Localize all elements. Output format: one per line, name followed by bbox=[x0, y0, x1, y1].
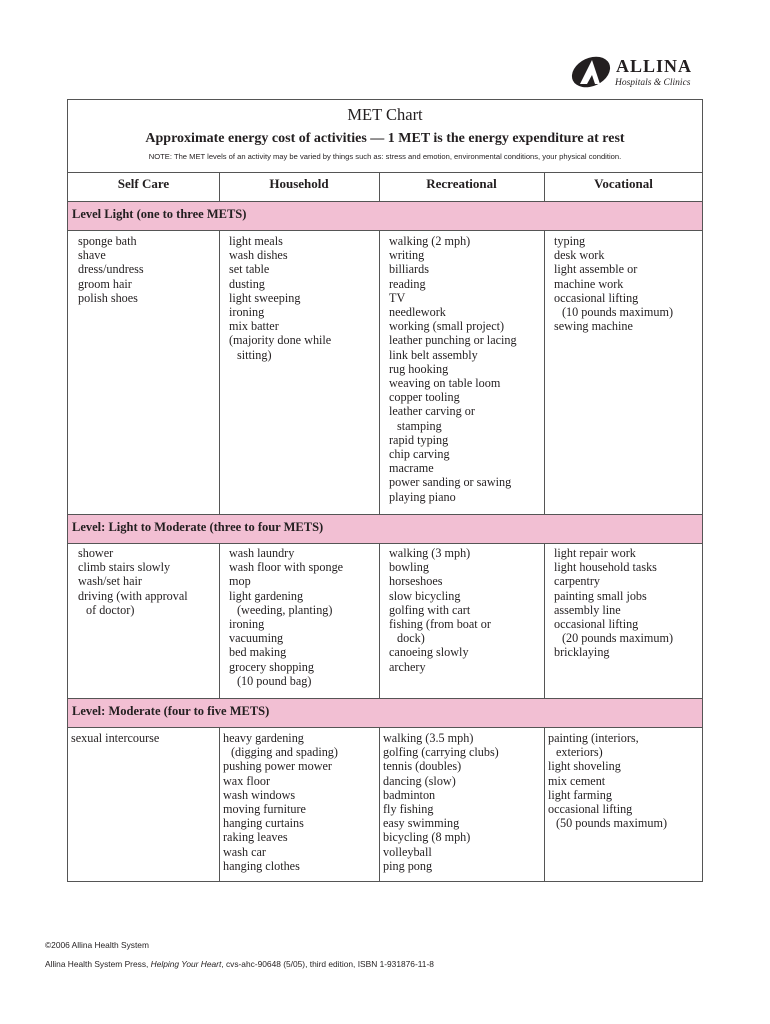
activity-item: ping pong bbox=[383, 858, 433, 873]
activity-item: set table bbox=[229, 262, 270, 277]
level-label: Level: Light to Moderate (three to four METS) bbox=[72, 520, 324, 534]
logo-name: ALLINA bbox=[616, 56, 693, 76]
citation-title: Helping Your Heart bbox=[150, 959, 222, 969]
divider bbox=[219, 727, 220, 882]
activity-item: mix batter bbox=[229, 319, 279, 334]
copyright: ©2006 Allina Health System bbox=[45, 940, 149, 950]
activity-item: (digging and spading) bbox=[231, 745, 338, 760]
activity-item: shave bbox=[78, 248, 106, 263]
activity-item: hanging curtains bbox=[223, 816, 304, 831]
divider bbox=[219, 230, 220, 514]
activity-item: golfing (carrying clubs) bbox=[383, 745, 499, 760]
activity-item: horseshoes bbox=[389, 574, 443, 589]
activity-item: light assemble or bbox=[554, 262, 638, 277]
activity-item: wash dishes bbox=[229, 248, 288, 263]
activity-item: driving (with approval bbox=[78, 588, 188, 603]
activity-item: occasional lifting bbox=[548, 802, 633, 817]
activity-list-recreational bbox=[389, 234, 517, 504]
activity-item: fly fishing bbox=[383, 802, 434, 817]
activity-item: playing piano bbox=[389, 489, 456, 504]
activity-item: carpentry bbox=[554, 574, 601, 589]
divider bbox=[379, 230, 380, 514]
divider bbox=[67, 172, 703, 173]
activity-item: leather punching or lacing bbox=[389, 333, 517, 348]
column-header-self-care: Self Care bbox=[117, 176, 170, 191]
activity-item: wash floor with sponge bbox=[229, 560, 344, 575]
activity-item: stamping bbox=[397, 418, 442, 433]
activity-item: volleyball bbox=[383, 844, 432, 859]
activity-item: dancing (slow) bbox=[383, 773, 456, 788]
activity-item: vacuuming bbox=[229, 631, 284, 646]
divider bbox=[544, 727, 545, 882]
activity-item: occasional lifting bbox=[554, 617, 639, 632]
divider bbox=[67, 727, 703, 728]
activity-list-household bbox=[229, 234, 331, 362]
activity-item: billiards bbox=[389, 262, 429, 277]
activity-item: occasional lifting bbox=[554, 290, 639, 305]
level-band bbox=[68, 202, 702, 230]
page-title: MET Chart bbox=[347, 105, 423, 124]
activity-item: of doctor) bbox=[86, 602, 135, 617]
activity-item: slow bicycling bbox=[389, 588, 461, 603]
activity-item: light gardening bbox=[229, 588, 304, 603]
column-header-household: Household bbox=[269, 176, 329, 191]
activity-item: climb stairs slowly bbox=[78, 560, 171, 575]
activity-item: grocery shopping bbox=[229, 659, 314, 674]
activity-item: dress/undress bbox=[78, 262, 144, 277]
activity-item: wash/set hair bbox=[78, 574, 142, 589]
activity-item: macrame bbox=[389, 461, 434, 476]
allina-logo bbox=[570, 52, 710, 92]
activity-item: typing bbox=[554, 234, 586, 248]
activity-item: heavy gardening bbox=[223, 731, 304, 745]
activity-list-self-care bbox=[78, 234, 144, 305]
activity-item: sexual intercourse bbox=[71, 731, 160, 745]
activity-item: wash windows bbox=[223, 787, 296, 802]
column-header-vocational: Vocational bbox=[594, 176, 653, 191]
activity-item: rug hooking bbox=[389, 361, 449, 376]
citation-prefix: Allina Health System Press, bbox=[45, 959, 151, 969]
activity-list-vocational bbox=[554, 234, 673, 333]
activity-item: painting (interiors, bbox=[548, 731, 639, 745]
activity-list-self-care bbox=[71, 731, 159, 745]
activity-list-vocational bbox=[554, 546, 673, 660]
activity-list-household bbox=[223, 731, 338, 873]
activity-item: pushing power mower bbox=[223, 759, 332, 774]
activity-item: machine work bbox=[554, 276, 624, 291]
activity-item: leather carving or bbox=[389, 404, 475, 419]
activity-item: polish shoes bbox=[78, 290, 138, 305]
activity-item: needlework bbox=[389, 305, 446, 320]
activity-list-recreational bbox=[389, 546, 491, 674]
note-text: NOTE: The MET levels of an activity may be varied by things such as: stress and emotion, environmental conditions, your physical condition. bbox=[148, 152, 622, 161]
activity-item: bowling bbox=[389, 560, 429, 575]
allina-logo-icon bbox=[570, 54, 612, 90]
citation bbox=[45, 959, 434, 969]
page-subtitle: Approximate energy cost of activities — 1 MET is the energy expenditure at rest bbox=[145, 131, 625, 146]
activity-item: light sweeping bbox=[229, 290, 301, 305]
activity-item: walking (3.5 mph) bbox=[383, 731, 474, 745]
citation-suffix: , cvs-ahc-90648 (5/05), third edition, ISBN 1-931876-11-8 bbox=[221, 959, 434, 969]
divider bbox=[379, 543, 380, 698]
activity-item: walking (3 mph) bbox=[389, 546, 471, 560]
divider bbox=[544, 543, 545, 698]
level-band bbox=[68, 515, 702, 543]
activity-item: painting small jobs bbox=[554, 588, 647, 603]
activity-item: working (small project) bbox=[389, 319, 505, 334]
activity-item: power sanding or sawing bbox=[389, 475, 512, 490]
activity-item: (10 pounds maximum) bbox=[562, 305, 674, 320]
level-band bbox=[68, 699, 702, 727]
activity-item: light meals bbox=[229, 234, 283, 248]
activity-item: wax floor bbox=[223, 773, 271, 788]
activity-item: (10 pound bag) bbox=[237, 673, 312, 688]
activity-list-household bbox=[229, 546, 343, 688]
activity-item: wash car bbox=[223, 844, 266, 859]
activity-item: rapid typing bbox=[389, 432, 449, 447]
divider bbox=[219, 543, 220, 698]
activity-item: light shoveling bbox=[548, 759, 621, 774]
activity-item: tennis (doubles) bbox=[383, 759, 462, 774]
activity-item: assembly line bbox=[554, 602, 621, 617]
activity-item: archery bbox=[389, 659, 426, 674]
activity-item: mop bbox=[229, 574, 251, 589]
activity-item: copper tooling bbox=[389, 390, 460, 405]
activity-item: walking (2 mph) bbox=[389, 234, 471, 248]
activity-list-self-care bbox=[78, 546, 188, 617]
activity-item: link belt assembly bbox=[389, 347, 478, 362]
activity-item: TV bbox=[389, 290, 406, 305]
activity-item: light repair work bbox=[554, 546, 636, 560]
activity-item: (majority done while bbox=[229, 333, 332, 348]
activity-list-recreational bbox=[383, 731, 499, 873]
activity-item: fishing (from boat or bbox=[389, 617, 491, 632]
activity-item: light household tasks bbox=[554, 560, 657, 575]
level-label: Level: Moderate (four to five METS) bbox=[72, 704, 270, 718]
activity-item: dock) bbox=[397, 631, 425, 646]
activity-item: groom hair bbox=[78, 276, 132, 291]
activity-item: weaving on table loom bbox=[389, 376, 501, 391]
activity-item: bicycling (8 mph) bbox=[383, 830, 471, 845]
activity-item: desk work bbox=[554, 248, 605, 263]
activity-item: bed making bbox=[229, 645, 287, 660]
divider bbox=[67, 543, 703, 544]
logo-subtitle: Hospitals & Clinics bbox=[615, 78, 691, 88]
activity-list-vocational bbox=[548, 731, 667, 830]
activity-item: dusting bbox=[229, 276, 265, 291]
activity-item: chip carving bbox=[389, 447, 450, 462]
column-header-recreational: Recreational bbox=[426, 176, 497, 191]
activity-item: bricklaying bbox=[554, 645, 610, 660]
activity-item: easy swimming bbox=[383, 816, 460, 831]
divider bbox=[379, 727, 380, 882]
activity-item: wash laundry bbox=[229, 546, 295, 560]
activity-item: ironing bbox=[229, 617, 265, 632]
activity-item: moving furniture bbox=[223, 802, 306, 817]
activity-item: golfing with cart bbox=[389, 602, 471, 617]
activity-item: mix cement bbox=[548, 773, 606, 788]
activity-item: light farming bbox=[548, 787, 612, 802]
activity-item: writing bbox=[389, 248, 425, 263]
activity-item: (weeding, planting) bbox=[237, 602, 333, 617]
activity-item: (50 pounds maximum) bbox=[556, 816, 668, 831]
activity-item: raking leaves bbox=[223, 830, 288, 845]
divider bbox=[67, 230, 703, 231]
activity-item: shower bbox=[78, 546, 114, 560]
divider bbox=[544, 230, 545, 514]
activity-item: exteriors) bbox=[556, 745, 603, 760]
activity-item: reading bbox=[389, 276, 426, 291]
activity-item: canoeing slowly bbox=[389, 645, 469, 660]
level-label: Level Light (one to three METS) bbox=[72, 207, 247, 221]
activity-item: sponge bath bbox=[78, 234, 137, 248]
activity-item: (20 pounds maximum) bbox=[562, 631, 674, 646]
activity-item: ironing bbox=[229, 305, 265, 320]
activity-item: sitting) bbox=[237, 347, 272, 362]
activity-item: hanging clothes bbox=[223, 858, 300, 873]
activity-item: sewing machine bbox=[554, 319, 633, 334]
activity-item: badminton bbox=[383, 787, 436, 802]
